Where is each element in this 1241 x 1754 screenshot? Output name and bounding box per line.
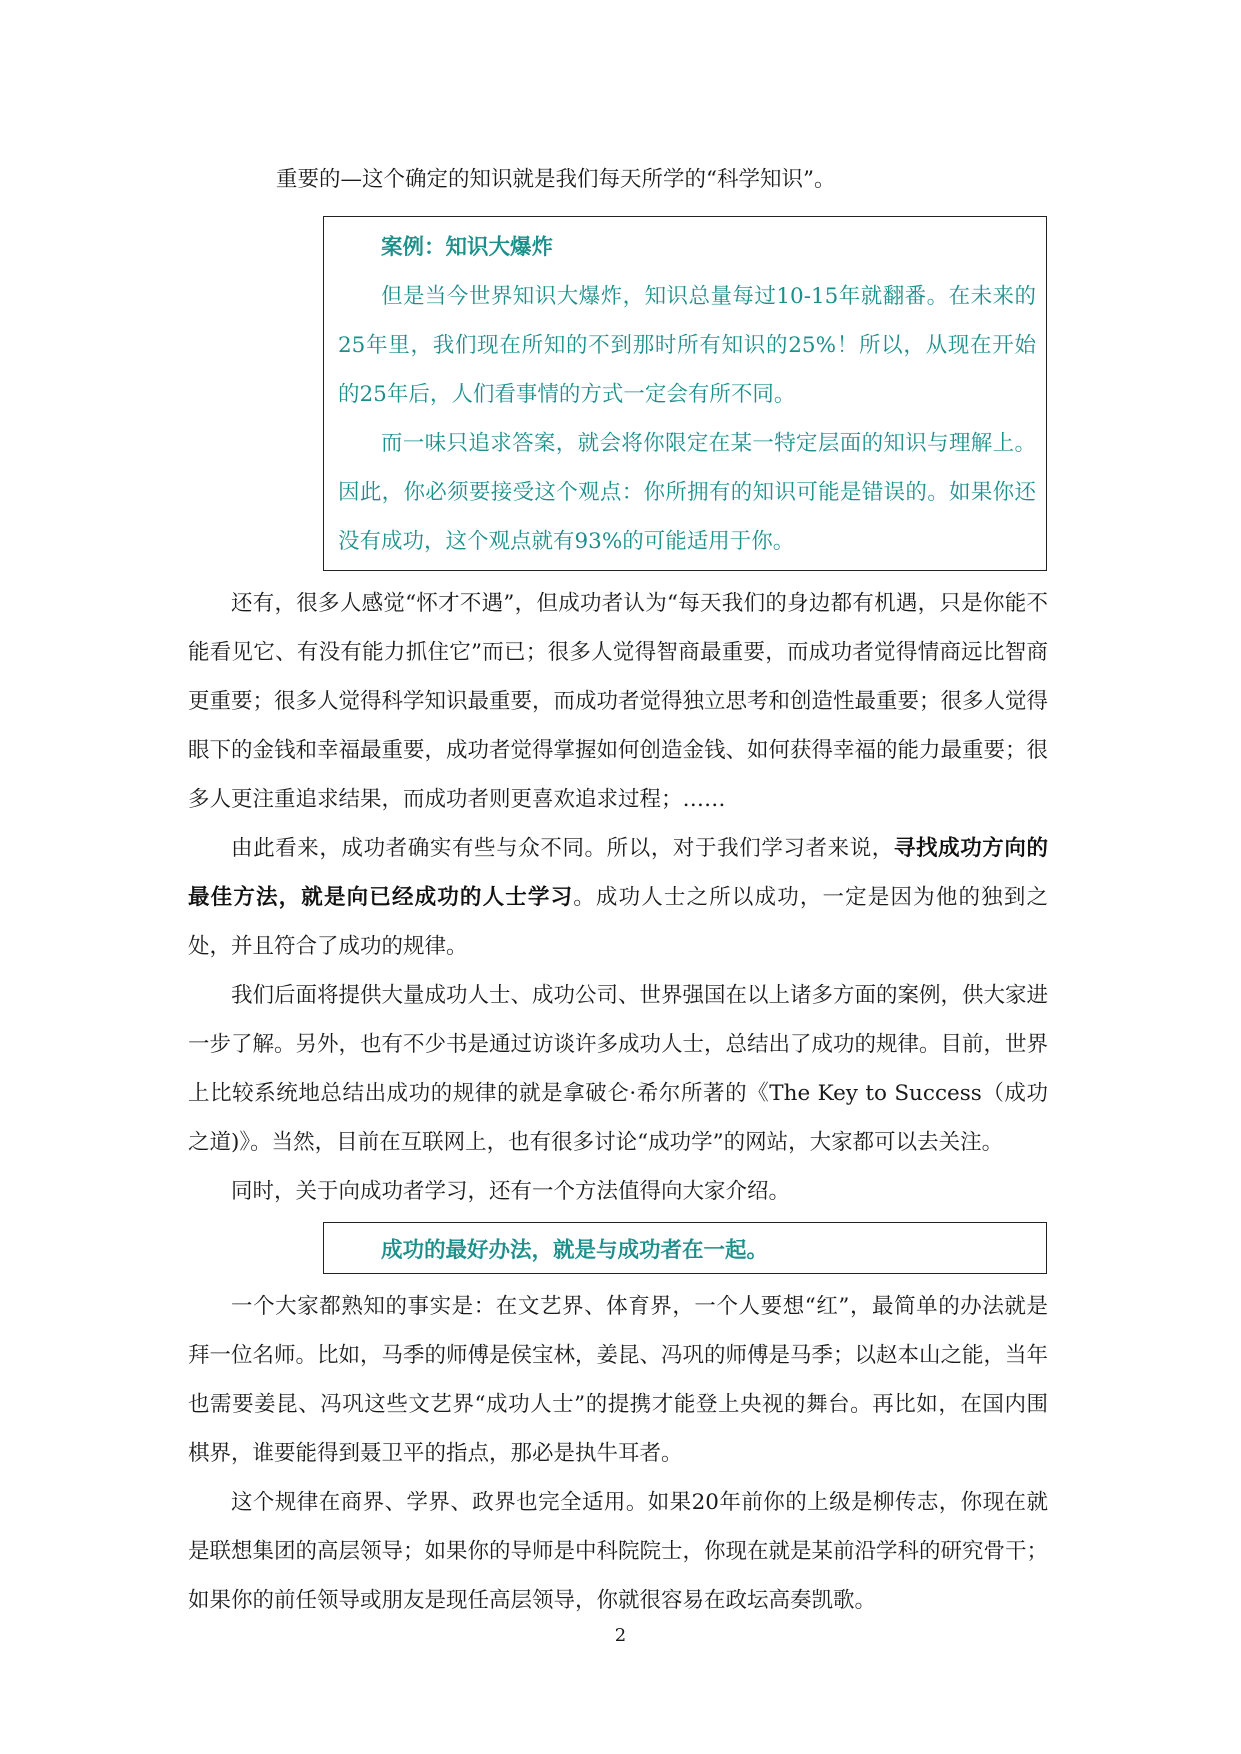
case-box (323, 216, 1047, 571)
paragraph-another-method: 同时，关于向成功者学习，还有一个方法值得向大家介绍。 (231, 1179, 791, 1204)
highlight-box (323, 1222, 1047, 1274)
paragraph-learn-from-success (188, 824, 1048, 971)
document-body (188, 155, 1048, 1625)
paragraph-famous-teacher: 一个大家都熟知的事实是：在文艺界、体育界，一个人要想“红”，最简单的办法就是拜一位名师。比如，马季的师傅是侯宝林，姜昆、冯巩的师傅是马季；以赵本山之能，当年也需要姜昆、冯巩这些文艺界“成功人士”的提携才能登上央视的舞台。再比如，在国内围棋界，谁要能得到聂卫平的指点，那必是执牛耳者。 (188, 1294, 1049, 1466)
paragraph-case-studies: 我们后面将提供大量成功人士、成功公司、世界强国在以上诸多方面的案例，供大家进一步了解。另外，也有不少书是通过访谈许多成功人士，总结出了成功的规律。目前，世界上比较系统地总结出成功的规律的就是拿破仑·希尔所著的《The Key to Success（成功之道)》。当然，目前在互联网上，也有很多讨论“成功学”的网站，大家都可以去关注。 (188, 983, 1049, 1155)
paragraph-opportunities: 还有，很多人感觉“怀才不遇”，但成功者认为“每天我们的身边都有机遇，只是你能不能看见它、有没有能力抓住它”而已；很多人觉得智商最重要，而成功者觉得情商远比智商更重要；很多人觉得科学知识最重要，而成功者觉得独立思考和创造性最重要；很多人觉得眼下的金钱和幸福最重要，成功者觉得掌握如何创造金钱、如何获得幸福的能力最重要；很多人更注重追求结果，而成功者则更喜欢追求过程；…… (188, 591, 1049, 812)
case-box-title: 案例：知识大爆炸 (381, 235, 554, 260)
bold-emphasis: 寻找成功方向的最佳方法，就是向已经成功的人士学习 (188, 836, 1048, 910)
highlight-box-text: 成功的最好办法，就是与成功者在一起。 (381, 1237, 769, 1263)
paragraph-business-rule: 这个规律在商界、学界、政界也完全适用。如果20年前你的上级是柳传志，你现在就是联想集团的高层领导；如果你的导师是中科院院士，你现在就是某前沿学科的研究骨干；如果你的前任领导或朋友是现任高层领导，你就很容易在政坛高奏凯歌。 (188, 1490, 1049, 1613)
case-box-paragraph-2: 而一味只追求答案，就会将你限定在某一特定层面的知识与理解上。因此，你必须要接受这个观点：你所拥有的知识可能是错误的。如果你还没有成功，这个观点就有93%的可能适用于你。 (338, 431, 1036, 554)
page-number: 2 (614, 1625, 627, 1646)
case-box-paragraph-1: 但是当今世界知识大爆炸，知识总量每过10-15年就翻番。在未来的25年里，我们现在所知的不到那时所有知识的25%！所以，从现在开始的25年后，人们看事情的方式一定会有所不同。 (338, 284, 1036, 407)
paragraph-intro: 重要的—这个确定的知识就是我们每天所学的“科学知识”。 (276, 167, 836, 192)
paragraph-text: 由此看来，成功者确实有些与众不同。所以，对于我们学习者来说， (231, 836, 894, 861)
paragraph-text: 。成功人士之所以成功，一定是因为他的独到之处，并且符合了成功的规律。 (188, 885, 1048, 959)
